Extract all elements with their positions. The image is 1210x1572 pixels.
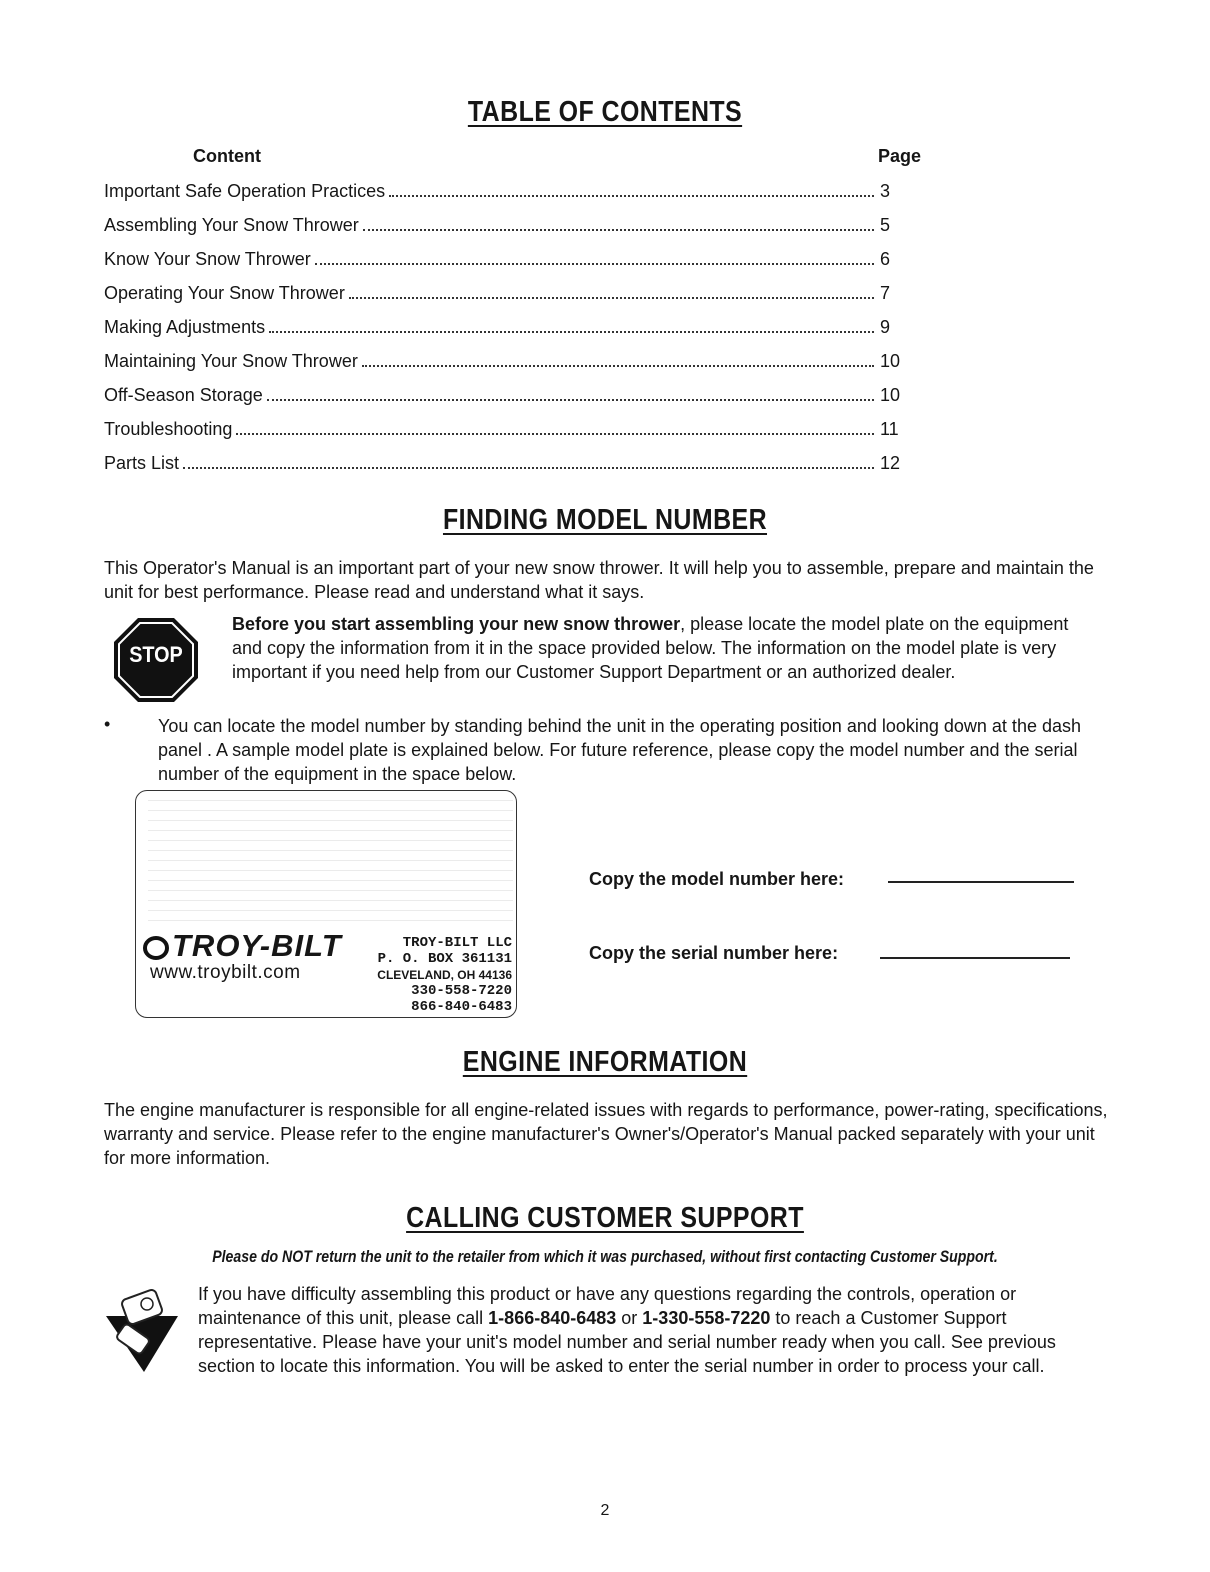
toc-column-page: Page [878, 146, 922, 166]
copy-model-label: Copy the model number here: [589, 869, 845, 889]
toc-dot-leader [267, 398, 874, 401]
plate-city: CLEVELAND, OH 44136 [377, 968, 512, 982]
plate-phone-1: 330-558-7220 [411, 983, 512, 999]
support-paragraph [198, 1282, 1098, 1378]
toc-entry-title: Parts List [104, 453, 180, 473]
stop-paragraph-lead: Before you start assembling your new snow thrower [232, 614, 681, 634]
toc-dot-leader [236, 432, 874, 435]
plate-phone-2: 866-840-6483 [411, 999, 512, 1015]
toc-dot-leader [362, 364, 874, 367]
toc-row[interactable] [104, 242, 904, 276]
toc-row[interactable] [104, 174, 904, 208]
engine-heading: ENGINE INFORMATION [462, 1046, 748, 1078]
toc-dot-leader [363, 228, 874, 231]
serial-number-write-line[interactable] [880, 957, 1070, 959]
phone-handset-icon [104, 1288, 182, 1374]
support-text-a: If you have difficulty assembling this product or have any questions regarding the controls, operation or maintenance of this unit, please call [198, 1284, 1017, 1328]
support-phone-1: 1-866-840-6483 [488, 1308, 617, 1328]
stop-paragraph-text: , please locate the model plate on the equipment and copy the information from it in the space provided below. The information on the model plate is very important if you need help from our Customer Support Department or an authorized dealer. [232, 614, 1069, 682]
toc-entry-title: Know Your Snow Thrower [104, 249, 311, 269]
toc-row[interactable] [104, 344, 904, 378]
toc-entry-page: 3 [880, 181, 891, 201]
support-text-b: to reach a Customer Support representative. Please have your unit's model number and serial number ready when you call. See previous section to locate this information. You will be asked to enter the serial number in order to process your call. [198, 1308, 1056, 1376]
stop-sign-label: STOP [129, 642, 183, 667]
toc-row[interactable] [104, 378, 904, 412]
plate-url: www.troybilt.com [150, 962, 301, 983]
toc-entry-page: 7 [880, 283, 891, 303]
toc-entry-page: 10 [880, 385, 901, 405]
toc-entry-title: Making Adjustments [104, 317, 266, 337]
toc-entry-page: 12 [880, 453, 901, 473]
toc-entry-title: Troubleshooting [104, 419, 233, 439]
model-number-write-line[interactable] [888, 881, 1074, 883]
toc-column-content: Content [193, 146, 261, 166]
support-heading: CALLING CUSTOMER SUPPORT [406, 1202, 804, 1234]
plate-pobox: P. O. BOX 361131 [377, 951, 512, 967]
toc-entry-page: 9 [880, 317, 891, 337]
plate-address [365, 935, 512, 1015]
toc-list [104, 174, 904, 480]
toc-entry-title: Maintaining Your Snow Thrower [104, 351, 358, 371]
toc-entry-page: 11 [880, 419, 899, 439]
toc-entry-title: Operating Your Snow Thrower [104, 283, 345, 303]
model-plate-blank-area [148, 800, 513, 930]
copy-serial-label: Copy the serial number here: [589, 943, 839, 963]
toc-row[interactable] [104, 412, 904, 446]
troy-bilt-logo-icon [143, 935, 169, 961]
bullet-paragraph: You can locate the model number by standing behind the unit in the operating position and looking down at the dash panel . A sample model plate is explained below. For future reference, please copy the model number and the serial number of the equipment in the space below. [158, 716, 1081, 784]
support-warning: Please do NOT return the unit to the retailer from which it was purchased, without first contacting Customer Support. [212, 1247, 998, 1266]
toc-entry-title: Assembling Your Snow Thrower [104, 215, 359, 235]
toc-dot-leader [183, 466, 874, 469]
page-number: 2 [600, 1502, 610, 1519]
toc-entry-title: Important Safe Operation Practices [104, 181, 386, 201]
model-intro: This Operator's Manual is an important part of your new snow thrower. It will help you to assemble, prepare and maintain the unit for best performance. Please read and understand what it says. [104, 558, 1094, 602]
stop-paragraph [232, 612, 1082, 684]
engine-paragraph: The engine manufacturer is responsible for all engine-related issues with regards to performance, power-rating, specifications, warranty and service. Please refer to the engine manufacturer's Owner's/Operator's Manual packed separately with your unit for more information. [104, 1100, 1108, 1168]
toc-entry-title: Off-Season Storage [104, 385, 263, 405]
toc-row[interactable] [104, 446, 904, 480]
toc-row[interactable] [104, 310, 904, 344]
support-text-or: or [616, 1308, 643, 1328]
plate-company: TROY-BILT LLC [402, 935, 512, 951]
toc-row[interactable] [104, 208, 904, 242]
toc-dot-leader [269, 330, 874, 333]
toc-entry-page: 6 [880, 249, 891, 269]
finding-model-heading: FINDING MODEL NUMBER [442, 504, 768, 536]
support-phone-2: 1-330-558-7220 [642, 1308, 771, 1328]
toc-dot-leader [349, 296, 874, 299]
toc-dot-leader [389, 194, 874, 197]
toc-entry-page: 5 [880, 215, 891, 235]
toc-row[interactable] [104, 276, 904, 310]
toc-entry-page: 10 [880, 351, 901, 371]
bullet-marker: • [104, 714, 111, 734]
toc-heading: TABLE OF CONTENTS [467, 96, 743, 128]
toc-dot-leader [315, 262, 874, 265]
plate-brand: TROY-BILT [172, 928, 342, 963]
